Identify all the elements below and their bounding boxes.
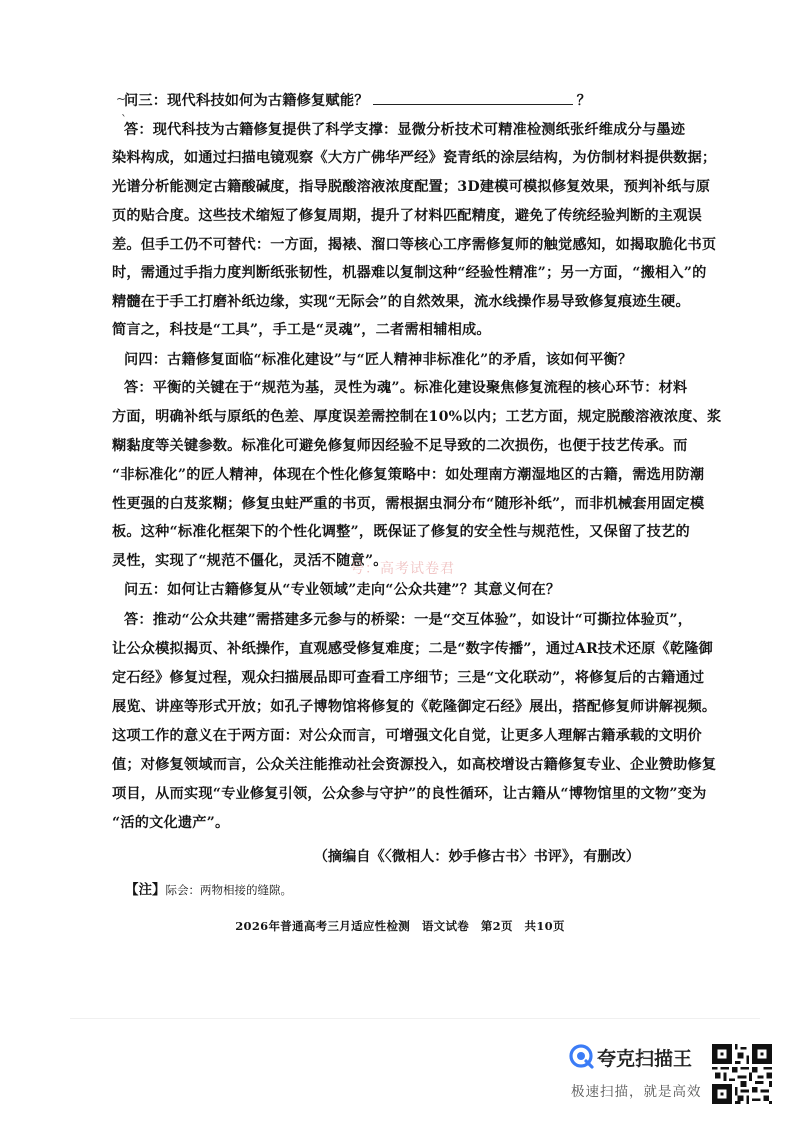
brand-slogan: 极速扫描，就是高效 [571, 1084, 702, 1100]
answer-4-line: “非标准化”的匠人精神，体现在个性化修复策略中：如处理南方潮湿地区的古籍，需选用防潮 [112, 467, 705, 483]
answer-5-line: 让公众模拟揭页、补纸操作，直观感受修复难度；二是“数字传播”，通过AR技术还原《乾隆御 [112, 641, 714, 657]
answer-3-line: 染料构成，如通过扫描电镜观察《大方广佛华严经》瓷青纸的涂层结构，为仿制材料提供数据； [112, 150, 717, 166]
footnote-label: 【注】 [125, 882, 166, 898]
answer-3-line: 差。但手工仍不可替代：一方面，揭裱、溜口等核心工序需修复师的触觉感知，如揭取脆化书页 [112, 237, 717, 253]
qr-code-icon [712, 1044, 772, 1104]
question-3-end: ？ [576, 93, 591, 109]
question-3-text: 问三：现代科技如何为古籍修复赋能？ [124, 93, 369, 109]
answer-5-line: 项目，从而实现“专业修复引领，公众参与守护”的良性循环，让古籍从“博物馆里的文物”变为 [112, 786, 707, 802]
answer-5-line: 这项工作的意义在于两方面：对公众而言，可增强文化自觉，让更多人理解古籍承载的文明价 [112, 728, 702, 744]
answer-3-line: 简言之，科技是“工具”，手工是“灵魂”，二者需相辅相成。 [112, 322, 491, 338]
divider [70, 1018, 760, 1019]
brand-name: 夸克扫描王 [597, 1048, 693, 1070]
answer-4-line: 板。这种“标准化框架下的个性化调整”，既保证了修复的安全性与规范性，又保留了技艺的 [112, 524, 690, 540]
source-citation: （摘编自《〈微相人：妙手修古书〉书评》，有删改） [313, 849, 640, 865]
quark-logo-icon [569, 1044, 595, 1070]
answer-5-line: 定石经》修复过程，观众扫描展品即可查看工序细节；三是“文化联动”，将修复后的古籍通过 [112, 670, 705, 686]
answer-3-line: 光谱分析能测定古籍酸碱度，指导脱酸溶液浓度配置；3D建模可模拟修复效果，预判补纸与原 [112, 179, 711, 195]
answer-4-line: 糊黏度等关键参数。标准化可避免修复师因经验不足导致的二次损伤，也便于技艺传承。而 [112, 438, 688, 454]
watermark: 号：高考试卷君 [350, 561, 455, 577]
answer-3-line: 页的贴合度。这些技术缩短了修复周期，提升了材料匹配精度，避免了传统经验判断的主观误 [112, 208, 702, 224]
question-5: 问五：如何让古籍修复从“专业领域”走向“公众共建”？其意义何在？ [124, 582, 561, 598]
answer-4-line: 答：平衡的关键在于“规范为基，灵性为魂”。标准化建设聚焦修复流程的核心环节：材料 [124, 380, 688, 396]
answer-4-line: 性更强的白芨浆糊；修复虫蛀严重的书页，需根据虫洞分布“随形补纸”，而非机械套用固定模 [112, 496, 705, 512]
answer-blank [373, 90, 573, 105]
answer-5-line: “活的文化遗产”。 [112, 815, 230, 831]
answer-5-line: 答：推动“公众共建”需搭建多元参与的桥梁：一是“交互体验”，如设计“可撕拉体验页”， [124, 612, 693, 628]
brand-badge [567, 1040, 707, 1110]
page-footer: 2026年普通高考三月适应性检测 语文试卷 第2页 共10页 [235, 919, 565, 933]
answer-5-line: 值；对修复领域而言，公众关注能推动社会资源投入，如高校增设古籍修复专业、企业赞助修复 [112, 757, 717, 773]
scan-mark: ~ [116, 92, 127, 106]
question-4: 问四：古籍修复面临“标准化建设”与“匠人精神非标准化”的矛盾，该如何平衡？ [124, 352, 633, 368]
footnote-text: 际会：两物相接的缝隙。 [165, 883, 292, 897]
scan-mark: ` [121, 113, 127, 127]
answer-3-line: 时，需通过手指力度判断纸张韧性，机器难以复制这种“经验性精准”；另一方面，“搬相入”的 [112, 265, 707, 281]
answer-3-line: 答：现代科技为古籍修复提供了科学支撑：显微分析技术可精准检测纸张纤维成分与墨迹 [124, 122, 686, 138]
footnote [125, 878, 292, 898]
answer-5-line: 展览、讲座等形式开放；如孔子博物馆将修复的《乾隆御定石经》展出，搭配修复师讲解视频。 [112, 699, 717, 715]
answer-4-line: 灵性，实现了“规范不僵化，灵活不随意”。 [112, 553, 388, 569]
answer-4-line: 方面，明确补纸与原纸的色差、厚度误差需控制在10%以内；工艺方面，规定脱酸溶液浓度、浆 [112, 409, 722, 425]
question-3 [124, 90, 654, 111]
answer-3-line: 精髓在于手工打磨补纸边缘，实现“无际会”的自然效果，流水线操作易导致修复痕迹生硬。 [112, 294, 690, 310]
